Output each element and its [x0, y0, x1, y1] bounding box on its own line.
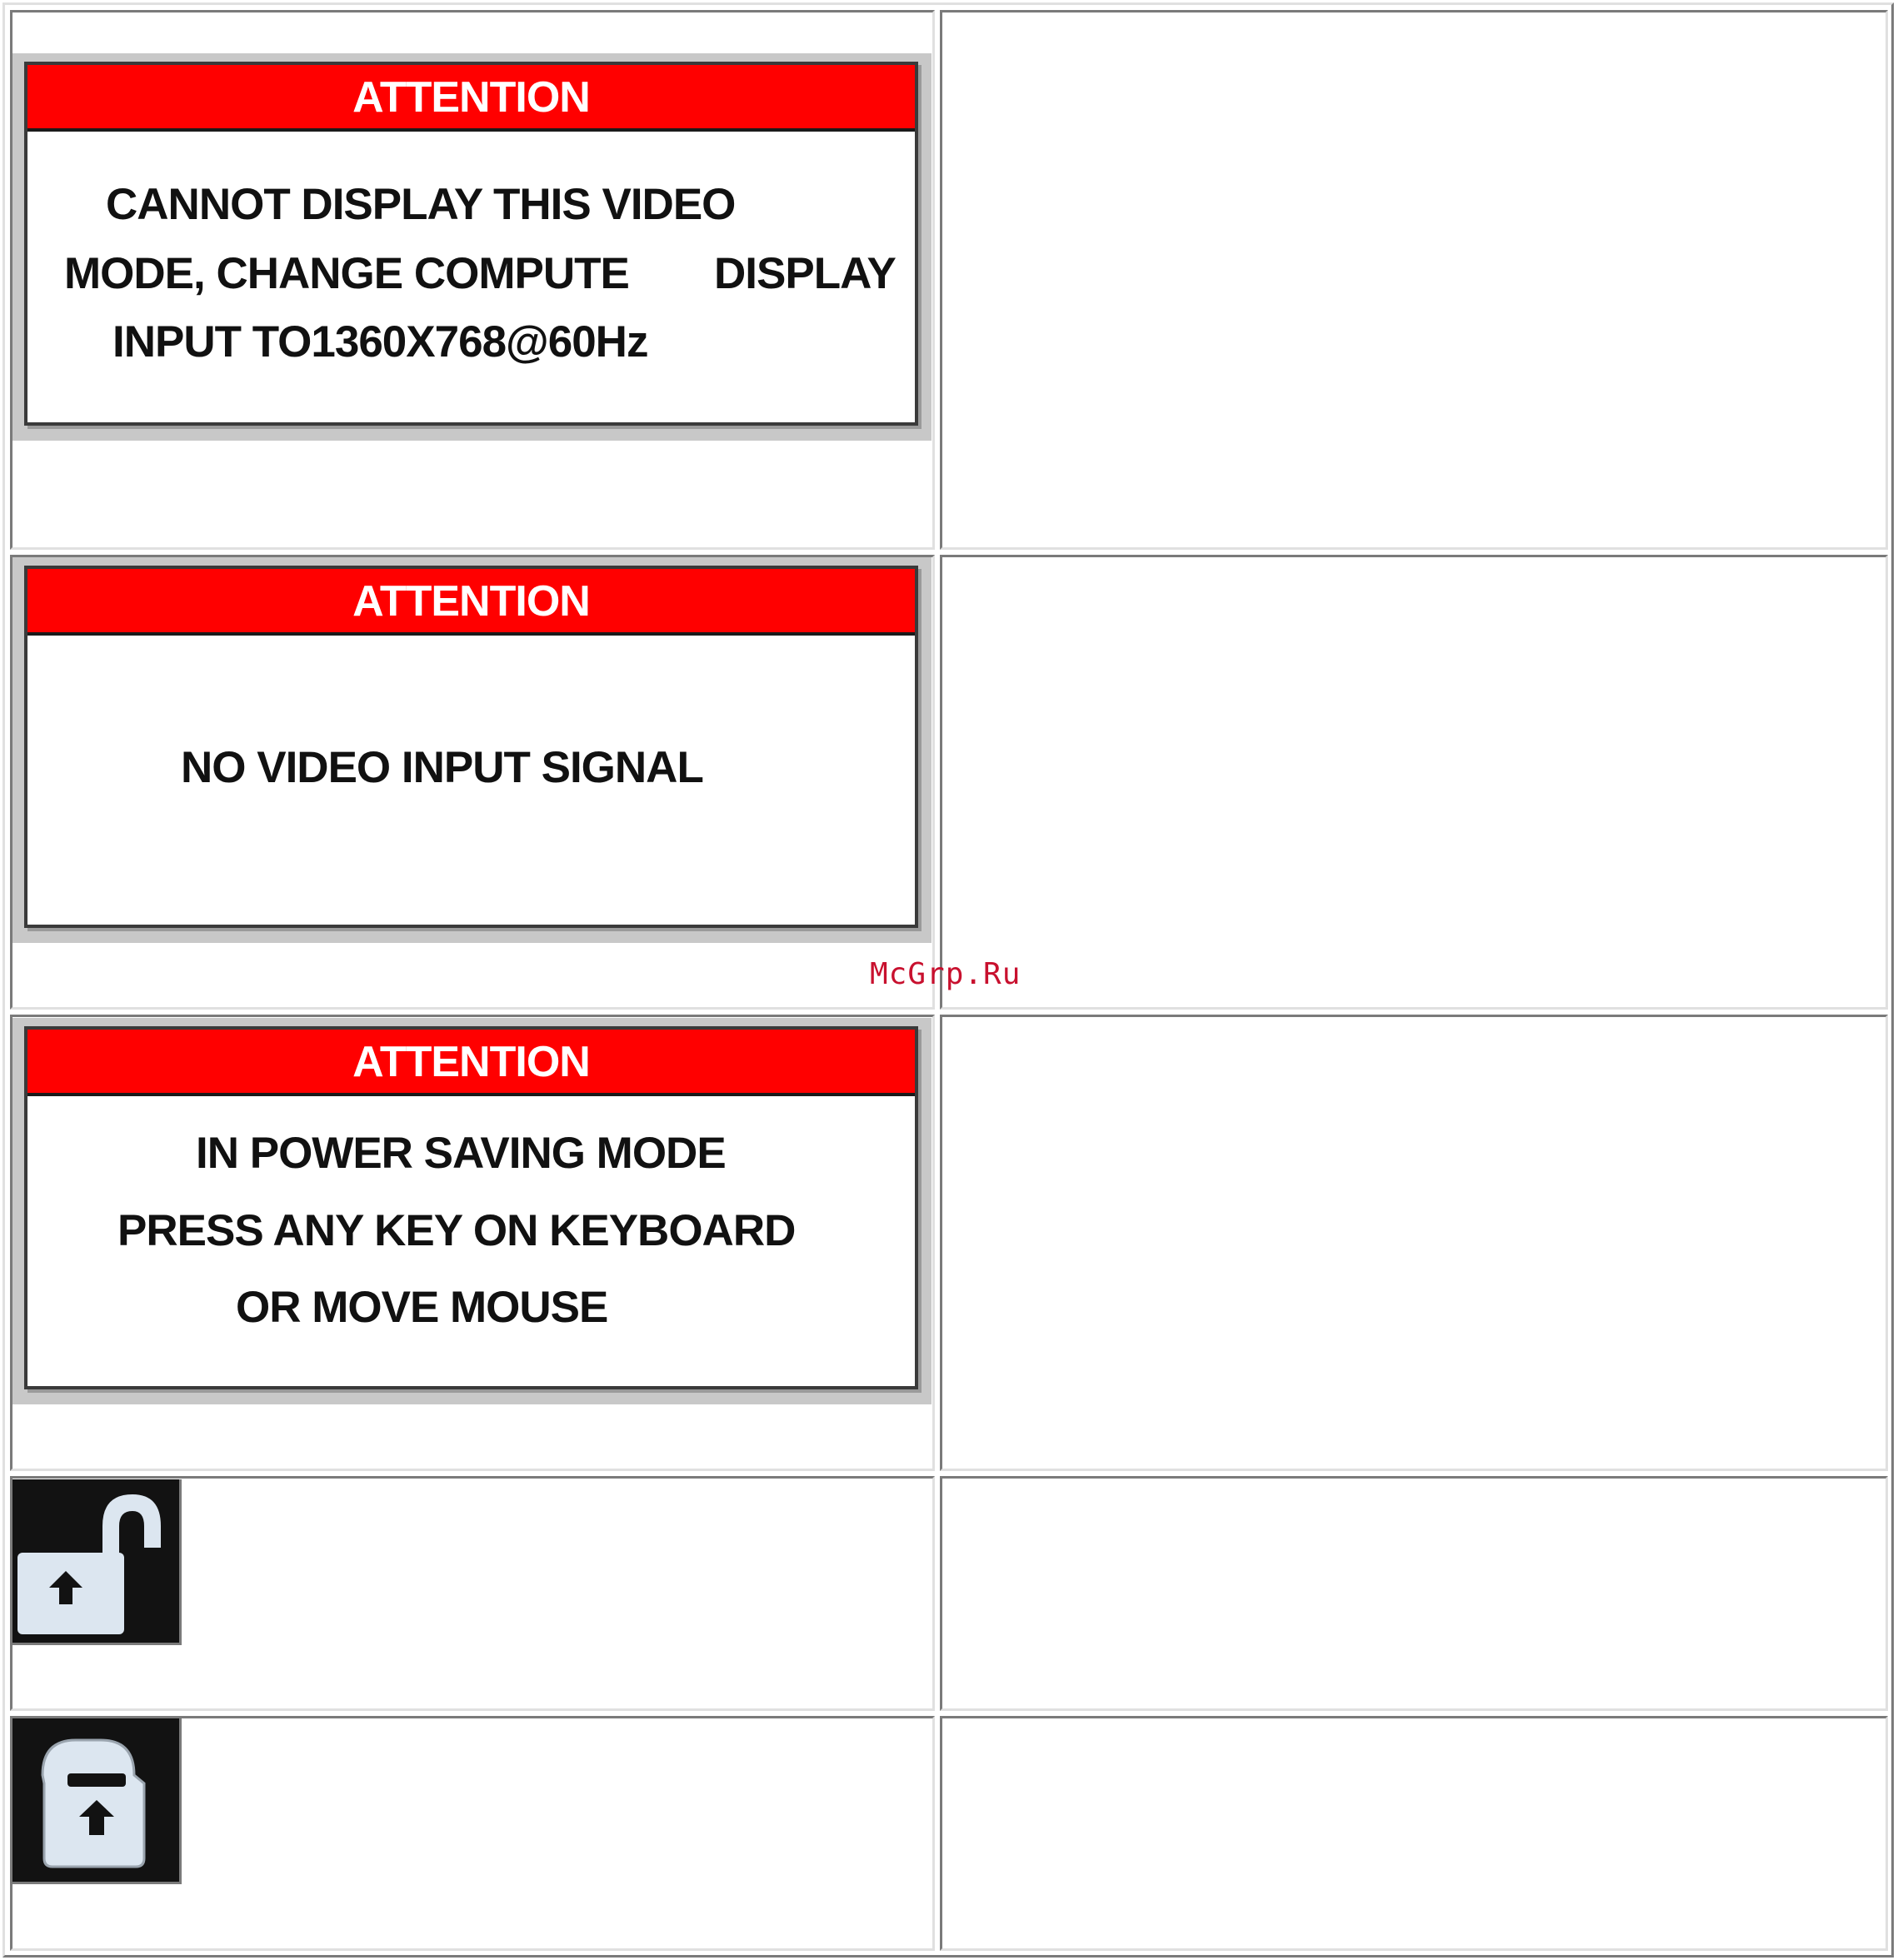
- locked-padlock-icon: [12, 1718, 182, 1884]
- attention-header: ATTENTION: [27, 569, 915, 636]
- attention-message-box: [12, 53, 932, 441]
- message-line: PRESS ANY KEY ON KEYBOARD: [117, 1206, 796, 1255]
- attention-header: ATTENTION: [27, 1030, 915, 1096]
- attention-message-box: [12, 1018, 932, 1404]
- unlocked-padlock-icon: [12, 1479, 182, 1645]
- message-line: OR MOVE MOUSE: [236, 1283, 608, 1332]
- message-body: [27, 1096, 915, 1386]
- message-line: IN POWER SAVING MODE: [196, 1129, 726, 1178]
- table-cell-description-1: [940, 10, 1888, 550]
- watermark-text: McGrp.Ru: [870, 957, 1021, 991]
- locked-padlock-icon: [12, 1718, 179, 1882]
- table-cell-description-5: [940, 1716, 1888, 1951]
- message-line: INPUT TO1360X768@60Hz: [112, 317, 648, 367]
- message-body: [27, 132, 915, 422]
- table-cell-description-4: [940, 1476, 1888, 1711]
- message-line: MODE, CHANGE COMPUTE: [64, 249, 629, 298]
- message-body: [27, 636, 915, 925]
- attention-header: ATTENTION: [27, 65, 915, 132]
- message-frame: [24, 566, 918, 928]
- message-line: NO VIDEO INPUT SIGNAL: [181, 743, 703, 792]
- message-frame: [24, 62, 918, 426]
- message-frame: [24, 1026, 918, 1389]
- table-cell-description-2: [940, 555, 1888, 1010]
- message-line: DISPLAY: [714, 249, 896, 298]
- message-line: CANNOT DISPLAY THIS VIDEO: [106, 180, 736, 229]
- attention-message-box: [12, 557, 932, 943]
- unlocked-padlock-icon: [12, 1479, 179, 1643]
- table-cell-description-3: [940, 1015, 1888, 1471]
